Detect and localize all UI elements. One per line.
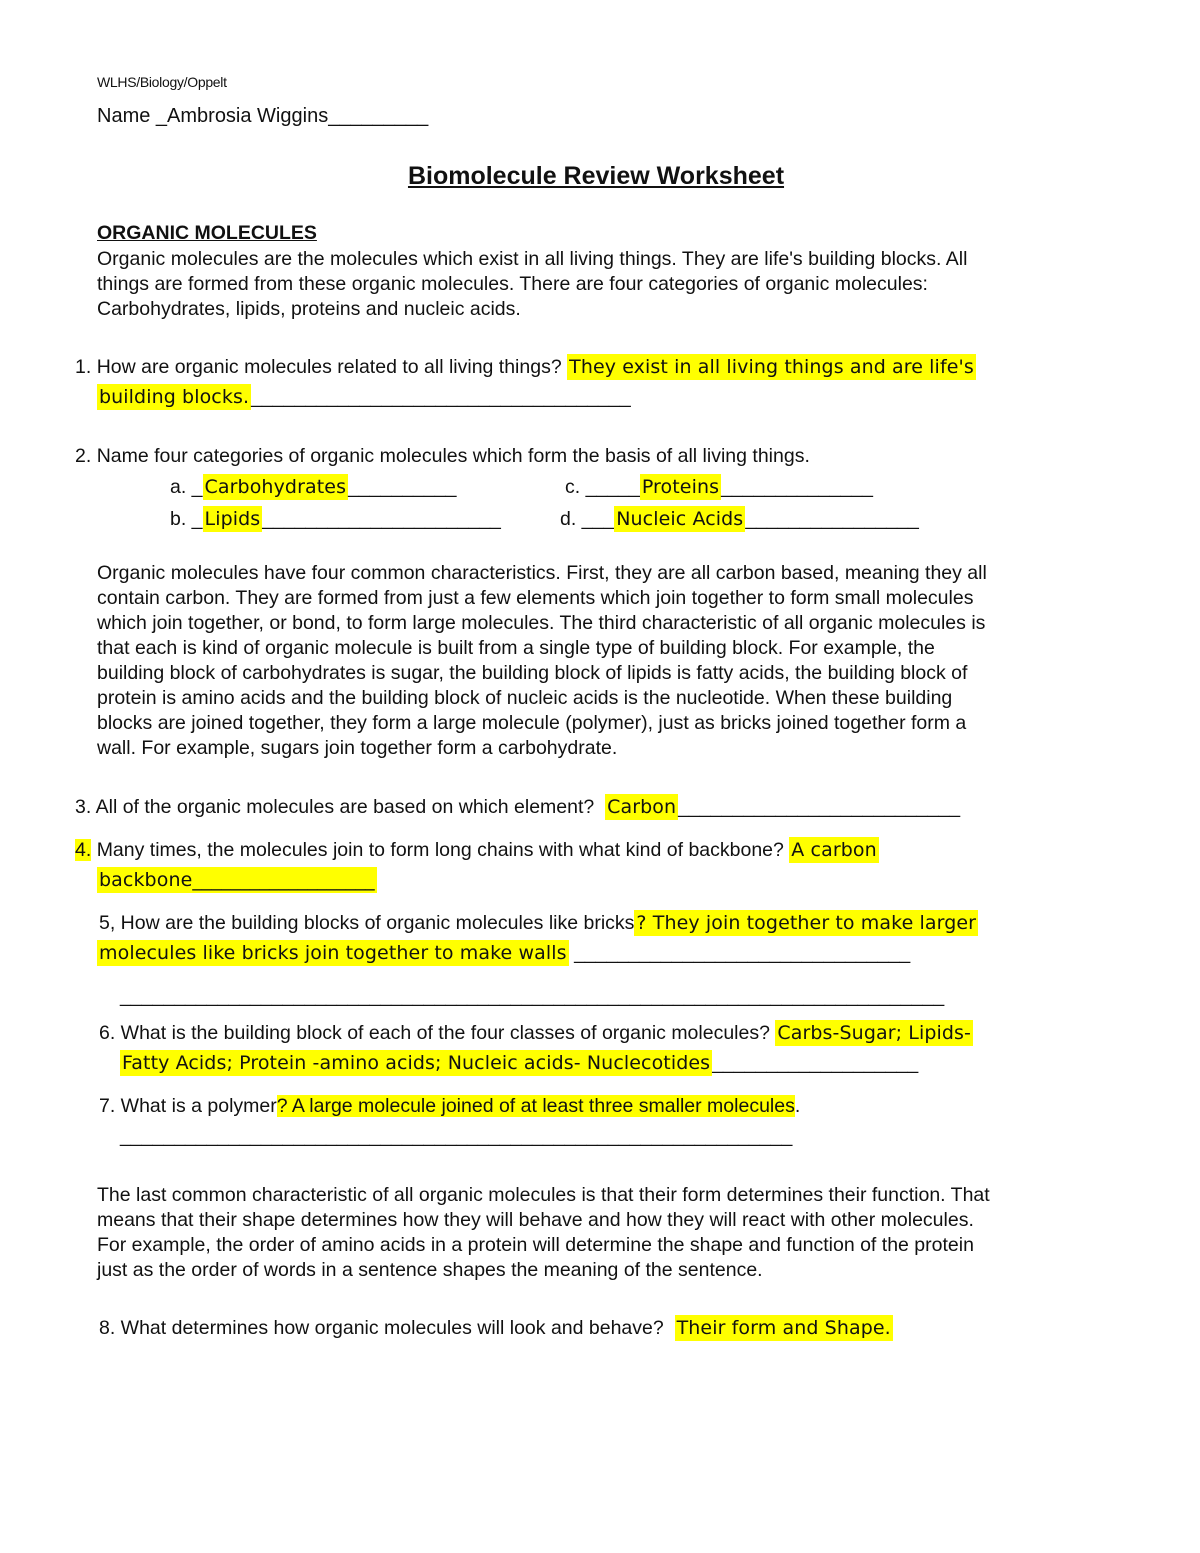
question-7 (99, 1094, 800, 1119)
answer-label: b. _ (170, 508, 203, 530)
answer-field[interactable]: Carbon (607, 796, 677, 818)
answer-blank[interactable]: ______________________ (262, 508, 501, 530)
answer-field[interactable]: They exist in all living things and are life's (569, 356, 974, 378)
paragraph-line: that each is kind of organic molecule is built from a single type of building block. For example, the (97, 637, 935, 659)
answer-label: d. ___ (560, 508, 615, 530)
question-number: 2. (75, 445, 92, 467)
question-text: Name four categories of organic molecules which form the basis of all living things. (96, 445, 810, 467)
answer-blank[interactable]: __________ (348, 476, 457, 498)
question-text: Many times, the molecules join to form long chains with what kind of backbone? (96, 839, 784, 861)
answer-blank[interactable]: _______________________________ (574, 942, 911, 964)
intro-line: Organic molecules are the molecules which exist in all living things. They are life's building blocks. All (97, 248, 968, 270)
question-6-line-2 (120, 1051, 918, 1076)
question-1 (75, 355, 976, 380)
paragraph-line: building block of carbohydrates is sugar, the building block of lipids is fatty acids, the building block of (97, 662, 968, 684)
question-4-line-2 (97, 868, 377, 893)
paragraph-line: blocks are joined together, they form a large molecule (polymer), just as bricks joined together form a (97, 712, 967, 734)
paragraph-line: wall. For example, sugars join together form a carbohydrate. (97, 737, 618, 759)
answer-field[interactable]: Carbs-Sugar; Lipids- (777, 1022, 971, 1044)
course-label: WLHS/Biology/Oppelt (97, 74, 227, 90)
paragraph-line: The last common characteristic of all organic molecules is that their form determines their function. That (97, 1184, 990, 1206)
intro-line: Carbohydrates, lipids, proteins and nucleic acids. (97, 298, 521, 320)
question-text: 8. What determines how organic molecules will look and behave? (99, 1317, 664, 1339)
answer-field[interactable]: Their form and Shape. (676, 1317, 891, 1339)
answer-blank-line[interactable]: ____________________________________________________________________________ (120, 985, 945, 1007)
paragraph-line: Organic molecules have four common characteristics. First, they are all carbon based, meaning they all (97, 562, 987, 584)
answer-blank[interactable]: ___________________ (712, 1052, 919, 1074)
question-8 (99, 1316, 893, 1341)
question-text: How are organic molecules related to all living things? (96, 356, 562, 378)
question-text: 7. What is a polymer (99, 1095, 277, 1117)
question-3 (75, 795, 960, 820)
question-text: All of the organic molecules are based on which element? (95, 796, 595, 818)
answer-field[interactable]: Lipids (204, 508, 261, 530)
question-number: 3. (75, 796, 92, 818)
paragraph-line: means that their shape determines how they will behave and how they will react with other molecules. (97, 1209, 974, 1231)
answer-blank-line[interactable]: ______________________________________________________________ (120, 1125, 793, 1147)
paragraph-line: just as the order of words in a sentence shapes the meaning of the sentence. (97, 1259, 763, 1281)
question-1-line-2 (97, 385, 631, 410)
answer-d (560, 507, 919, 532)
paragraph-line: contain carbon. They are formed from just a few elements which join together to form small molecules (97, 587, 974, 609)
answer-label: c. _____ (565, 476, 640, 498)
question-number: 4. (75, 839, 92, 861)
question-period: . (794, 1095, 801, 1117)
question-5 (99, 911, 978, 936)
intro-paragraph (97, 247, 967, 322)
answer-field[interactable]: ? They join together to make larger (636, 912, 977, 934)
paragraph-line: which join together, or bond, to form large molecules. The third characteristic of all organic molecules is (97, 612, 986, 634)
answer-a (170, 475, 457, 500)
answer-blank[interactable]: ______________ (721, 476, 873, 498)
intro-line: things are formed from these organic molecules. There are four categories of organic molecules: (97, 273, 928, 295)
answer-label: a. _ (170, 476, 203, 498)
page-title: Biomolecule Review Worksheet (407, 162, 785, 190)
answer-field[interactable]: A carbon (791, 839, 877, 861)
answer-field[interactable]: building blocks. (99, 386, 250, 408)
question-text: 5, How are the building blocks of organic molecules like bricks (99, 912, 635, 934)
answer-field[interactable]: backbone___________________ (99, 869, 375, 891)
section-heading: ORGANIC MOLECULES (97, 222, 317, 244)
answer-field[interactable]: Proteins (641, 476, 720, 498)
question-2 (75, 444, 810, 469)
answer-field[interactable]: molecules like bricks join together to make walls (99, 942, 567, 964)
answer-blank[interactable]: __________________________ (678, 796, 961, 818)
question-6 (99, 1021, 973, 1046)
question-5-line-2 (97, 941, 910, 966)
answer-c (565, 475, 873, 500)
question-number: 1. (75, 356, 92, 378)
question-4 (75, 838, 879, 863)
answer-field[interactable]: Fatty Acids; Protein -amino acids; Nucleic acids- Nuclecotides (122, 1052, 711, 1074)
answer-b (170, 507, 501, 532)
answer-field[interactable]: Nucleic Acids (616, 508, 744, 530)
paragraph-line: For example, the order of amino acids in a protein will determine the shape and function of the protein (97, 1234, 974, 1256)
paragraph-line: protein is amino acids and the building block of nucleic acids is the nucleotide. When these building (97, 687, 953, 709)
answer-field[interactable]: ? A large molecule joined of at least three smaller molecules (276, 1095, 795, 1117)
form-paragraph (97, 1183, 990, 1283)
characteristics-paragraph (97, 561, 987, 761)
answer-blank[interactable]: ___________________________________ (251, 386, 631, 408)
student-name-field[interactable]: Name _Ambrosia Wiggins_________ (97, 105, 429, 127)
answer-field[interactable]: Carbohydrates (204, 476, 347, 498)
answer-blank[interactable]: ________________ (745, 508, 919, 530)
question-text: 6. What is the building block of each of the four classes of organic molecules? (99, 1022, 770, 1044)
